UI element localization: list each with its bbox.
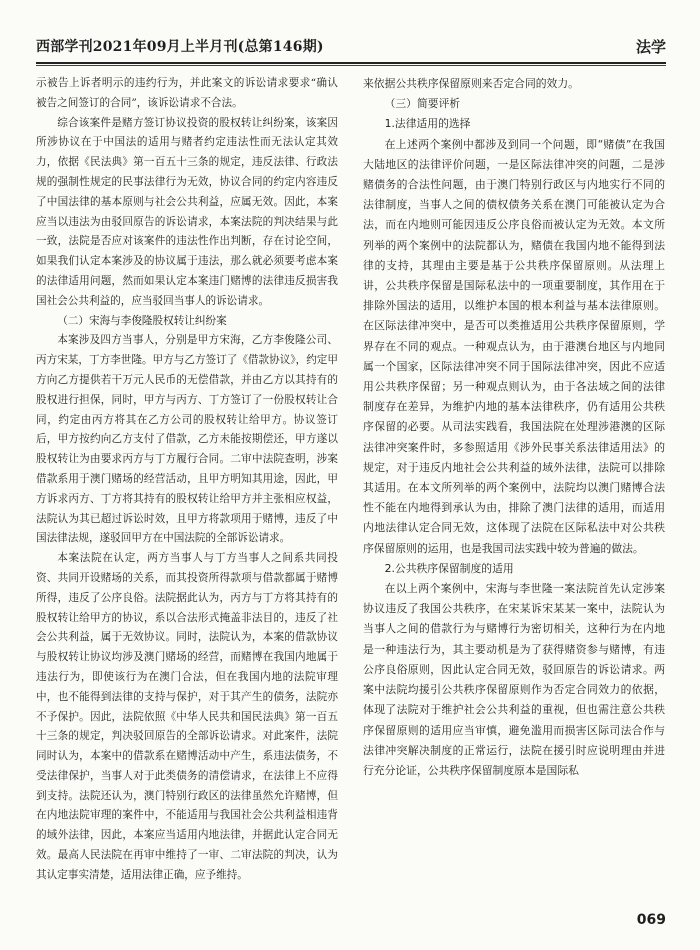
body-paragraph: 在以上两个案例中，宋海与李世隆一案法院首先认定涉案协议违反了我国公共秩序，在宋某诉宋某某一案中，法院认为当事人之间的借款行为与赌博行为密切相关，这种行为在内地是一种违法行为，其主要动机是为了获得赌资参与赌博，有违公序良俗原则，因此认定合同无效，驳回原告的诉讼请求。两案中法院均援引公共秩序保留原则作为否定合同效力的依据，体现了法院对于维护社会公共利益的重视，但也需注意公共秩序保留原则的适用应当审慎，避免滥用而损害区际司法合作与法律冲突解决制度的正常运行，法院在援引时应说明理由并进行充分论证，公共秩序保留制度原本是国际私 (363, 582, 665, 777)
body-paragraph: 本案涉及四方当事人，分别是甲方宋海，乙方李俊隆公司、丙方宋某，丁方李世隆。甲方与乙方签订了《借款协议》，约定甲方向乙方提供若干万元人民币的无偿借款，并由乙方以其持有的股权进行担保，同时，甲方与丙方、丁方签订了一份股权转让合同，约定由丙方将其在乙方公司的股权转让给甲方。协议签订后，甲方按约向乙方支付了借款，乙方未能按期偿还，甲方遂以股权转让为由要求丙方与丁方履行合同。二审中法院查明，涉案借款系用于澳门赌场的经营活动，且甲方明知其用途，因此，甲方诉求丙方、丁方将其持有的股权转让给甲方并主张相应权益，法院认为其已超过诉讼时效，且甲方将款项用于赌博，违反了中国法律法规，遂驳回甲方在中国法院的全部诉讼请求。 (36, 334, 338, 545)
body-paragraph: 本案法院在认定，两方当事人与丁方当事人之间系共同投资、共同开设赌场的关系，而其投资所得款项与借款都属于赌博所得，违反了公序良俗。法院据此认为，丙方与丁方将其持有的股权转让给甲方的协议，系以合法形式掩盖非法目的，违反了社会公共利益，属于无效协议。同时，法院认为，本案的借款协议与股权转让协议均涉及澳门赌场的经营，而赌博在我国内地属于违法行为，即使该行为在澳门合法，但在我国内地的法院审理中，也不能得到法律的支持与保护，对于其产生的债务，法院亦不予保护。因此，法院依照《中华人民共和国民法典》第一百五十三条的规定，判决驳回原告的全部诉讼请求。对此案件，法院同时认为，本案中的借款系在赌博活动中产生，系违法债务，不受法律保护，当事人对于此类债务的清偿请求，在法律上不应得到支持。法院还认为，澳门特别行政区的法律虽然允许赌博，但在内地法院审理的案件中，不能适用与我国社会公共利益相违背的域外法律，因此，本案应当适用内地法律，并据此认定合同无效。最高人民法院在再审中维持了一审、二审法院的判决，认为其认定事实清楚，适用法律正确，应予维持。 (36, 552, 338, 881)
header-rule-thick (36, 62, 666, 64)
section-name: 法学 (635, 38, 666, 56)
left-column (36, 74, 338, 886)
body-paragraph: 综合该案件是赌方签订协议投资的股权转让纠纷案，该案因所涉协议在于中国法的适用与赌者约定违法性而无法认定其效力，依据《民法典》第一百五十三条的规定，违反法律、行政法规的强制性规定的民事法律行为无效，协议合同的约定内容违反了中国法律的基本原则与社会公共利益，应属无效。因此，本案应当以违法为由驳回原告的诉讼请求，本案法院的判决结果与此一致，法院是否应对该案件的违法性作出判断，存在讨论空间，如果我们认定本案涉及的协议属于违法，那么就必须要考虑本案的法律适用问题，然而如果认定本案违门赌博的法律违反损害我国社会公共利益的，应当驳回当事人的诉讼请求。 (36, 116, 338, 307)
page-number: 069 (636, 912, 666, 928)
header-rule-thin (36, 65, 666, 66)
section-heading: （三）简要评析 (384, 97, 461, 111)
section-heading: （二）宋海与李俊隆股权转让纠纷案 (57, 314, 227, 327)
section-heading: 1.法律适用的选择 (384, 117, 471, 131)
journal-title: 西部学刊2021年09月上半月刊(总第146期) (36, 39, 324, 55)
running-header (36, 36, 666, 60)
body-paragraph: 在上述两个案例中都涉及到同一个问题，即“赌债”在我国大陆地区的法律评价问题，一是区际法律冲突的问题，二是涉赌债务的合法性问题，由于澳门特别行政区与内地实行不同的法律制度，当事人之间的债权债务关系在澳门可能被认定为合法，而在内地则可能因违反公序良俗而被认定为无效。本文所列举的两个案例中的法院都认为，赌债在我国内地不能得到法律的支持，其理由主要是基于公共秩序保留原则。从法理上讲，公共秩序保留是国际私法中的一项重要制度，其作用在于排除外国法的适用，以维护本国的根本利益与基本法律原则。在区际法律冲突中，是否可以类推适用公共秩序保留原则，学界存在不同的观点。一种观点认为，由于港澳台地区与内地同属一个国家，区际法律冲突不同于国际法律冲突，因此不应适用公共秩序保留；另一种观点则认为，由于各法域之间的法律制度存在差异，为维护内地的基本法律秩序，仍有适用公共秩序保留的必要。从司法实践看，我国法院在处理涉港澳的区际法律冲突案件时，多参照适用《涉外民事关系法律适用法》的规定，对于违反内地社会公共利益的域外法律，法院可以排除其适用。在本文所列举的两个案例中，法院均以澳门赌博合法性不能在内地得到承认为由，排除了澳门法律的适用，而适用内地法律认定合同无效，这体现了法院在区际私法中对公共秩序保留原则的运用，也是我国司法实践中较为普遍的做法。 (363, 137, 665, 555)
section-heading: 2.公共秩序保留制度的适用 (384, 561, 514, 575)
right-column (363, 74, 665, 781)
body-paragraph: 示被告上诉者明示的违约行为，并此案文的诉讼请求要求“确认被告之间签订的合同”，该诉讼请求不合法。 (36, 77, 338, 109)
body-paragraph: 来依据公共秩序保留原则来否定合同的效力。 (363, 77, 579, 90)
